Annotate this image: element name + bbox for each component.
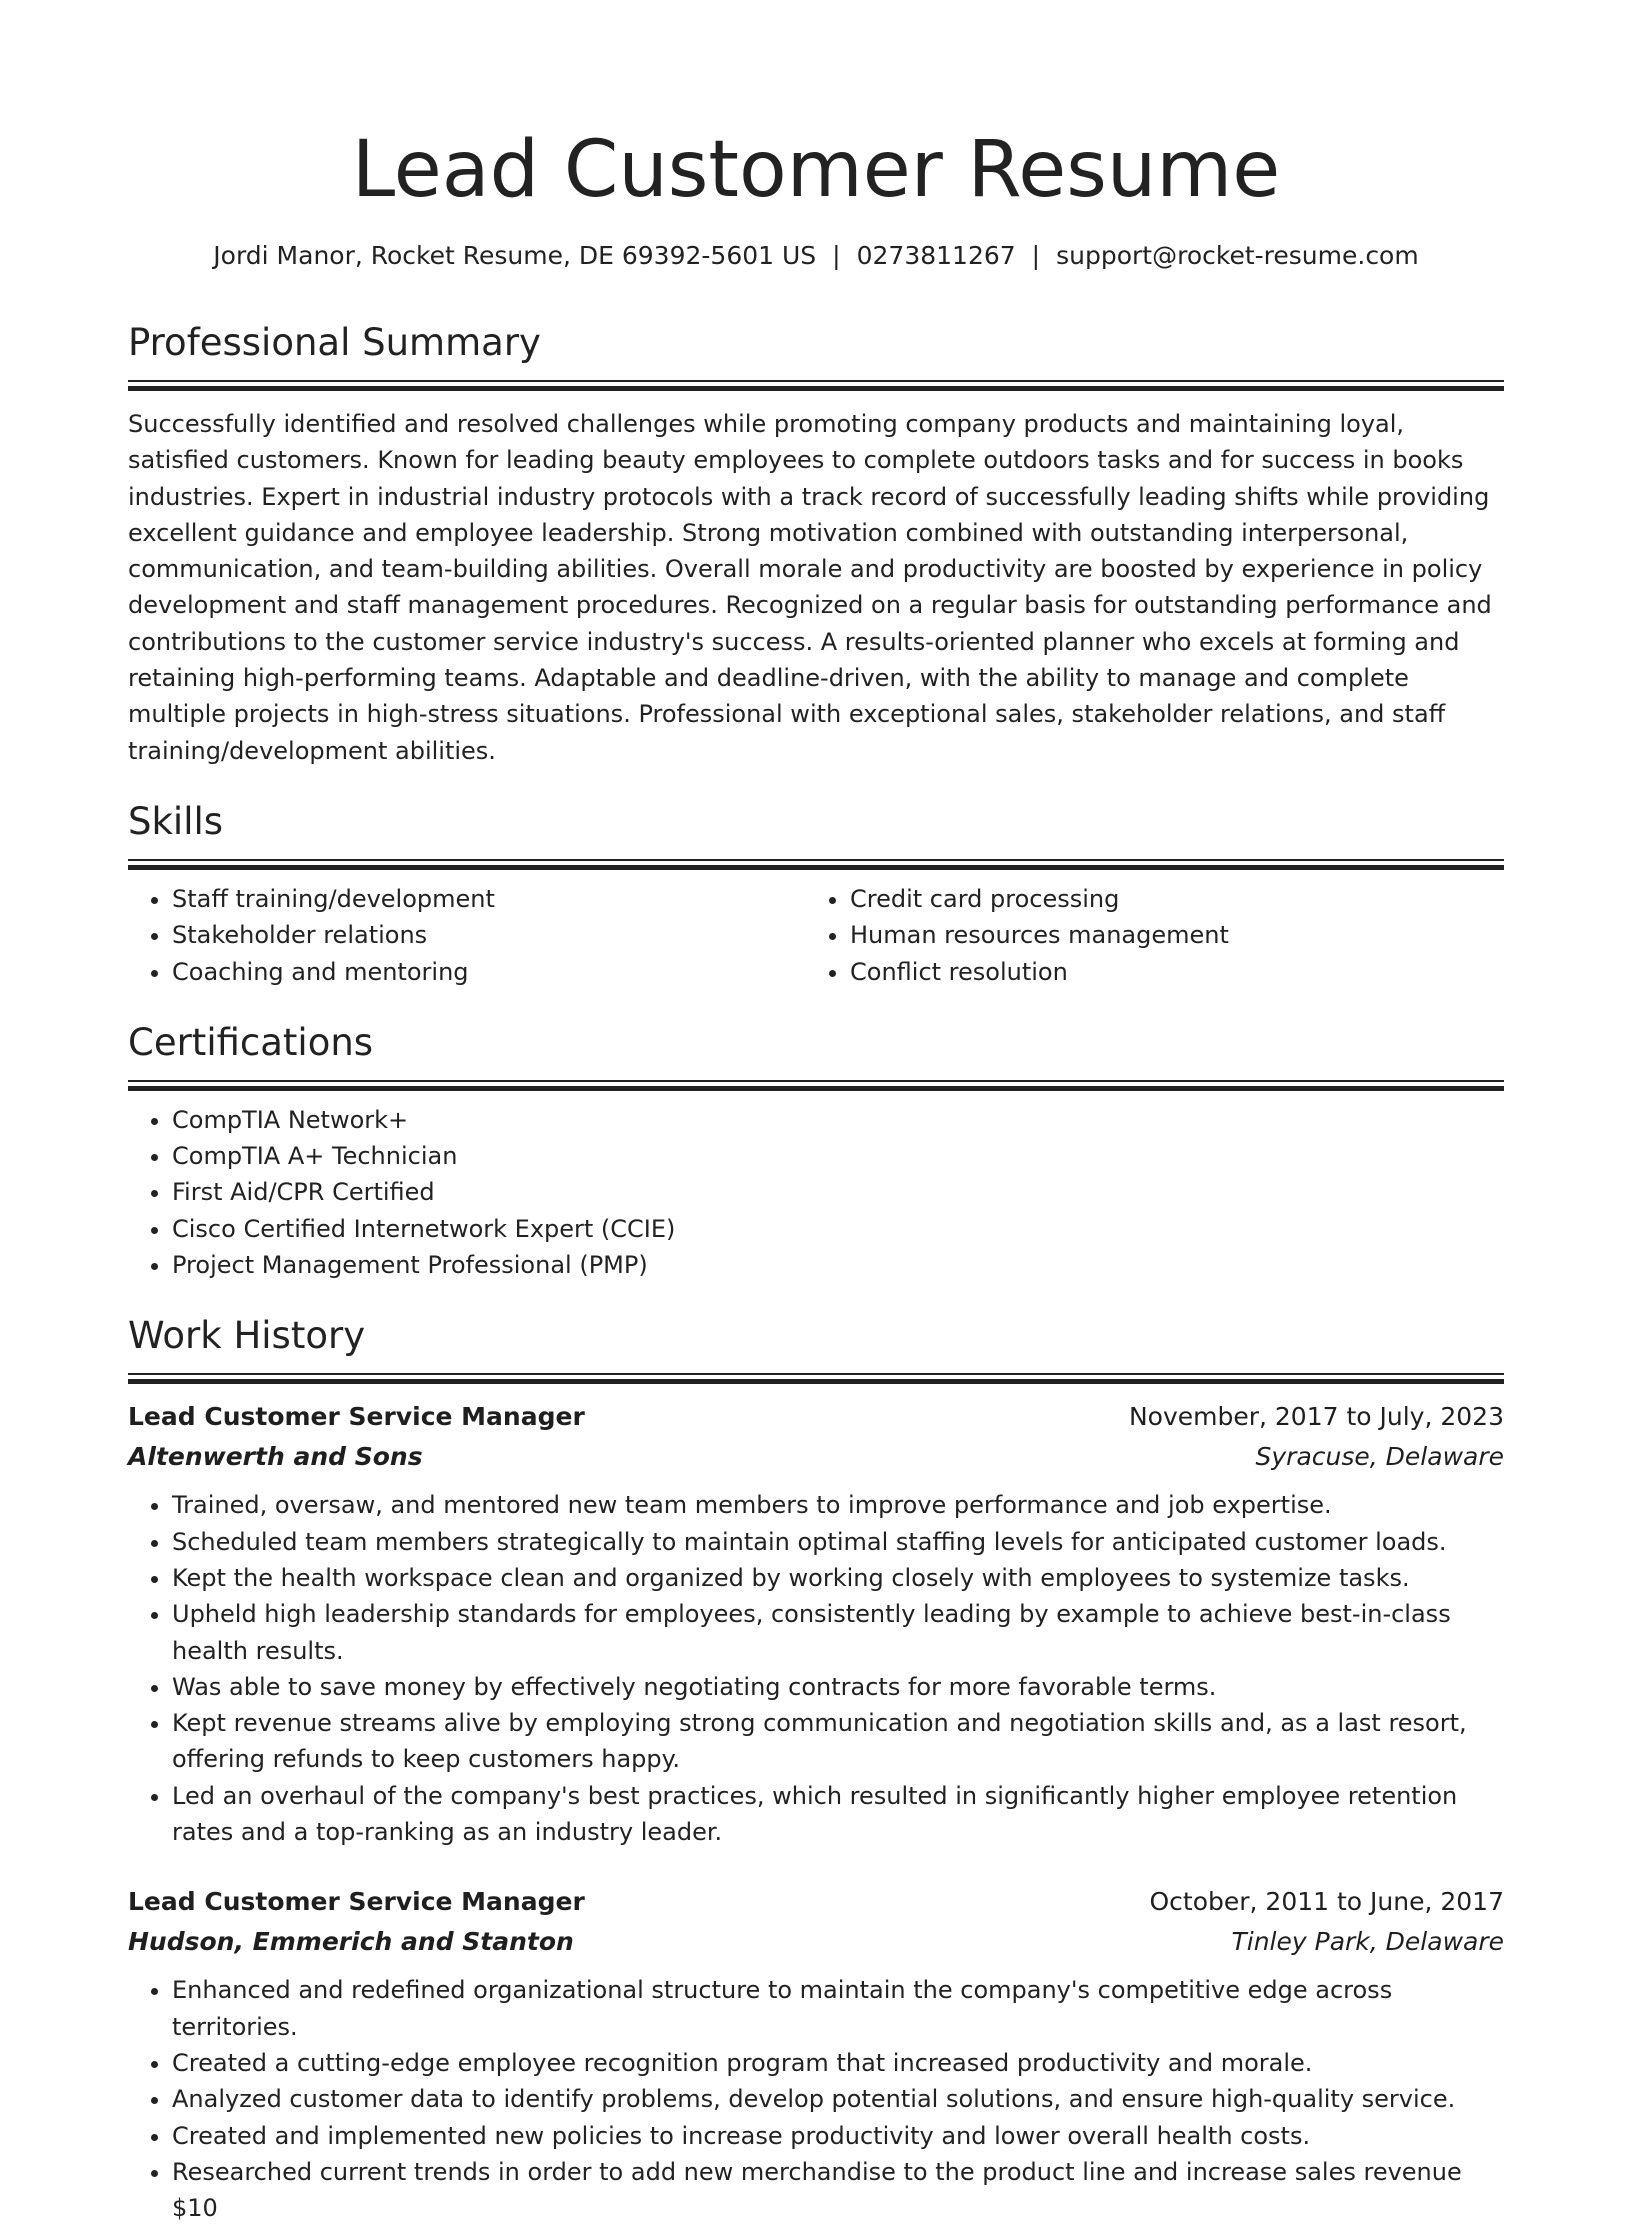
certification-item: • Cisco Certified Internetwork Expert (CCIE): [172, 1211, 1504, 1247]
contact-separator: |: [832, 241, 841, 270]
skill-item: • Staff training/development: [172, 881, 806, 917]
job-company-row: [128, 1922, 1504, 1962]
job-title: Lead Customer Service Manager: [128, 1887, 585, 1917]
skills-right-column: [806, 881, 1484, 990]
skill-item: • Stakeholder relations: [172, 917, 806, 953]
job-company: Altenwerth and Sons: [128, 1442, 423, 1472]
job-bullets: [128, 1972, 1504, 2226]
skills-section: [128, 797, 1504, 990]
certifications-section: [128, 1018, 1504, 1283]
contact-address: Jordi Manor, Rocket Resume, DE 69392-5601 US: [213, 241, 817, 270]
contact-line: [128, 238, 1504, 274]
job-bullet: • Enhanced and redefined organizational structure to maintain the company's competitive edge across territories.: [172, 1972, 1504, 2045]
job-location: Syracuse, Delaware: [1255, 1442, 1504, 1472]
job-bullet: • Led an overhaul of the company's best practices, which resulted in significantly higher employee retention rates and a top-ranking as an industry leader.: [172, 1778, 1504, 1851]
job-bullet: • Created a cutting-edge employee recognition program that increased productivity and morale.: [172, 2045, 1504, 2081]
skill-item: • Human resources management: [850, 917, 1484, 953]
job-company-row: [128, 1437, 1504, 1477]
contact-email: support@rocket-resume.com: [1056, 241, 1419, 270]
job-entry: [128, 1397, 1504, 1850]
job-entry: [128, 1882, 1504, 2226]
job-bullet: • Scheduled team members strategically to maintain optimal staffing levels for anticipated customer loads.: [172, 1524, 1504, 1560]
certification-item: • CompTIA Network+: [172, 1102, 1504, 1138]
section-divider: [128, 380, 1504, 390]
section-divider: [128, 859, 1504, 869]
job-bullet: • Created and implemented new policies to increase productivity and lower overall health costs.: [172, 2118, 1504, 2154]
job-title: Lead Customer Service Manager: [128, 1402, 585, 1432]
job-company: Hudson, Emmerich and Stanton: [128, 1927, 574, 1957]
skills-grid: [128, 881, 1504, 990]
job-bullet: • Analyzed customer data to identify problems, develop potential solutions, and ensure high-quality service.: [172, 2081, 1504, 2117]
certifications-list: [128, 1102, 1504, 1283]
resume-page: [128, 118, 1504, 2226]
job-bullet: • Kept revenue streams alive by employing strong communication and negotiation skills and, as a last resort, offering refunds to keep customers happy.: [172, 1705, 1504, 1778]
contact-separator: |: [1031, 241, 1041, 270]
skill-item: • Coaching and mentoring: [172, 954, 806, 990]
job-bullets: [128, 1487, 1504, 1850]
section-heading-certifications: Certifications: [128, 1020, 374, 1064]
section-divider: [128, 1080, 1504, 1090]
certification-item: • Project Management Professional (PMP): [172, 1247, 1504, 1283]
summary-text: Successfully identified and resolved challenges while promoting company products and maintaining loyal, satisfied customers. Known for leading beauty employees to complete outdoors tasks and for success in books industries. Expert in industrial industry protocols with a track record of successfully leading shifts while providing excellent guidance and employee leadership. Strong motivation combined with outstanding interpersonal, communication, and team-building abilities. Overall morale and productivity are boosted by experience in policy development and staff management procedures. Recognized on a regular basis for outstanding performance and contributions to the customer service industry's success. A results-oriented planner who excels at forming and retaining high-performing teams. Adaptable and deadline-driven, with the ability to manage and complete multiple projects in high-stress situations. Professional with exceptional sales, stakeholder relations, and staff training/development abilities.: [128, 410, 1492, 765]
job-bullet: • Upheld high leadership standards for employees, consistently leading by example to achieve best-in-class health results.: [172, 1596, 1504, 1669]
skills-left-column: [128, 881, 806, 990]
job-header-row: [128, 1397, 1504, 1437]
job-header-row: [128, 1882, 1504, 1922]
section-heading-work-history: Work History: [128, 1314, 366, 1358]
work-history-section: [128, 1311, 1504, 2226]
job-dates: November, 2017 to July, 2023: [1128, 1402, 1504, 1432]
job-bullet: • Was able to save money by effectively negotiating contracts for more favorable terms.: [172, 1669, 1504, 1705]
section-divider: [128, 1373, 1504, 1383]
job-bullet: • Kept the health workspace clean and organized by working closely with employees to systemize tasks.: [172, 1560, 1504, 1596]
job-dates: October, 2011 to June, 2017: [1149, 1887, 1504, 1917]
section-heading-skills: Skills: [128, 799, 224, 843]
contact-phone: 0273811267: [856, 241, 1016, 270]
certification-item: • CompTIA A+ Technician: [172, 1138, 1504, 1174]
skill-item: • Credit card processing: [850, 881, 1484, 917]
resume-title: Lead Customer Resume: [351, 125, 1281, 215]
job-bullet: • Researched current trends in order to add new merchandise to the product line and increase sales revenue $10: [172, 2154, 1504, 2226]
skill-item: • Conflict resolution: [850, 954, 1484, 990]
professional-summary-section: [128, 318, 1504, 769]
section-heading-summary: Professional Summary: [128, 321, 541, 364]
job-bullet: • Trained, oversaw, and mentored new team members to improve performance and job expertise.: [172, 1487, 1504, 1523]
job-location: Tinley Park, Delaware: [1231, 1927, 1504, 1957]
certification-item: • First Aid/CPR Certified: [172, 1174, 1504, 1210]
